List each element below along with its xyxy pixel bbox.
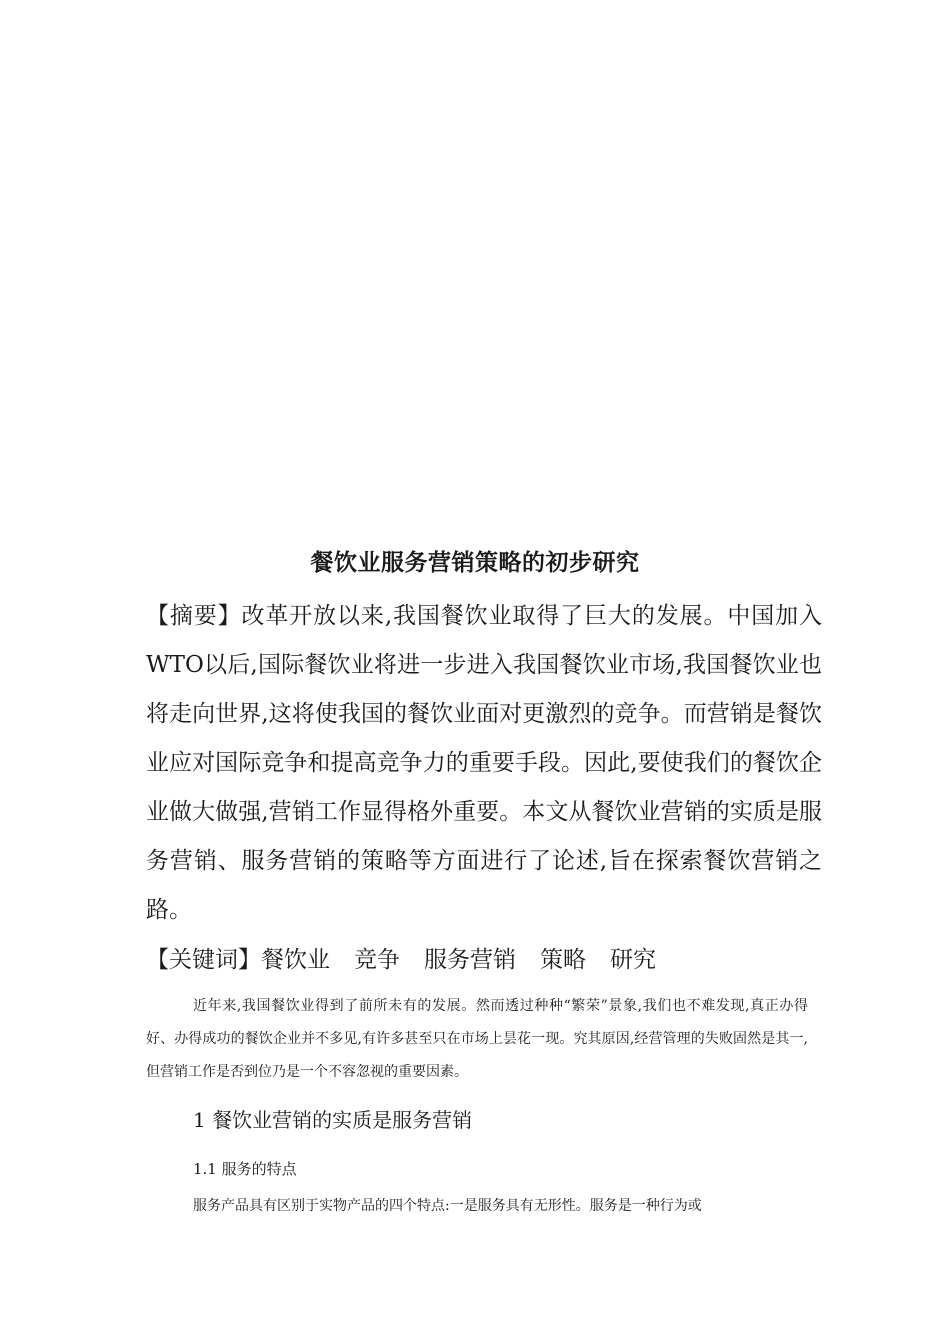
abstract-paragraph: 【摘要】改革开放以来,我国餐饮业取得了巨大的发展。中国加入WTO以后,国际餐饮业将进一步进入我国餐饮业市场,我国餐饮业也将走向世界,这将使我国的餐饮业面对更激烈的竞争。而营销是餐饮业应对国际竞争和提高竞争力的重要手段。因此,要使我们的餐饮企业做大做强,营销工作显得格外重要。本文从餐饮业营销的实质是服务营销、服务营销的策略等方面进行了论述,旨在探索餐饮营销之路。 (146, 603, 822, 923)
keyword: 研究 (610, 947, 656, 973)
document-title: 餐饮业服务营销策略的初步研究 (310, 549, 640, 576)
keywords-line (146, 940, 822, 980)
intro-paragraph: 近年来,我国餐饮业得到了前所未有的发展。然而透过种种“繁荣”景象,我们也不难发现,真正办得好、办得成功的餐饮企业并不多见,有许多甚至只在市场上昙花一现。究其原因,经营管理的失败固然是其一,但营销工作是否到位乃是一个不容忽视的重要因素。 (146, 998, 808, 1080)
keywords-label: 【关键词】 (146, 947, 261, 973)
keyword: 服务营销 (424, 947, 516, 973)
section-heading: 1 餐饮业营销的实质是服务营销 (193, 1108, 473, 1132)
keyword: 竞争 (354, 947, 400, 973)
keyword: 餐饮业 (261, 947, 330, 973)
subsection-heading: 1.1 服务的特点 (193, 1160, 297, 1178)
body-paragraph: 服务产品具有区别于实物产品的四个特点:一是服务具有无形性。服务是一种行为或 (193, 1198, 702, 1214)
keyword: 策略 (540, 947, 586, 973)
